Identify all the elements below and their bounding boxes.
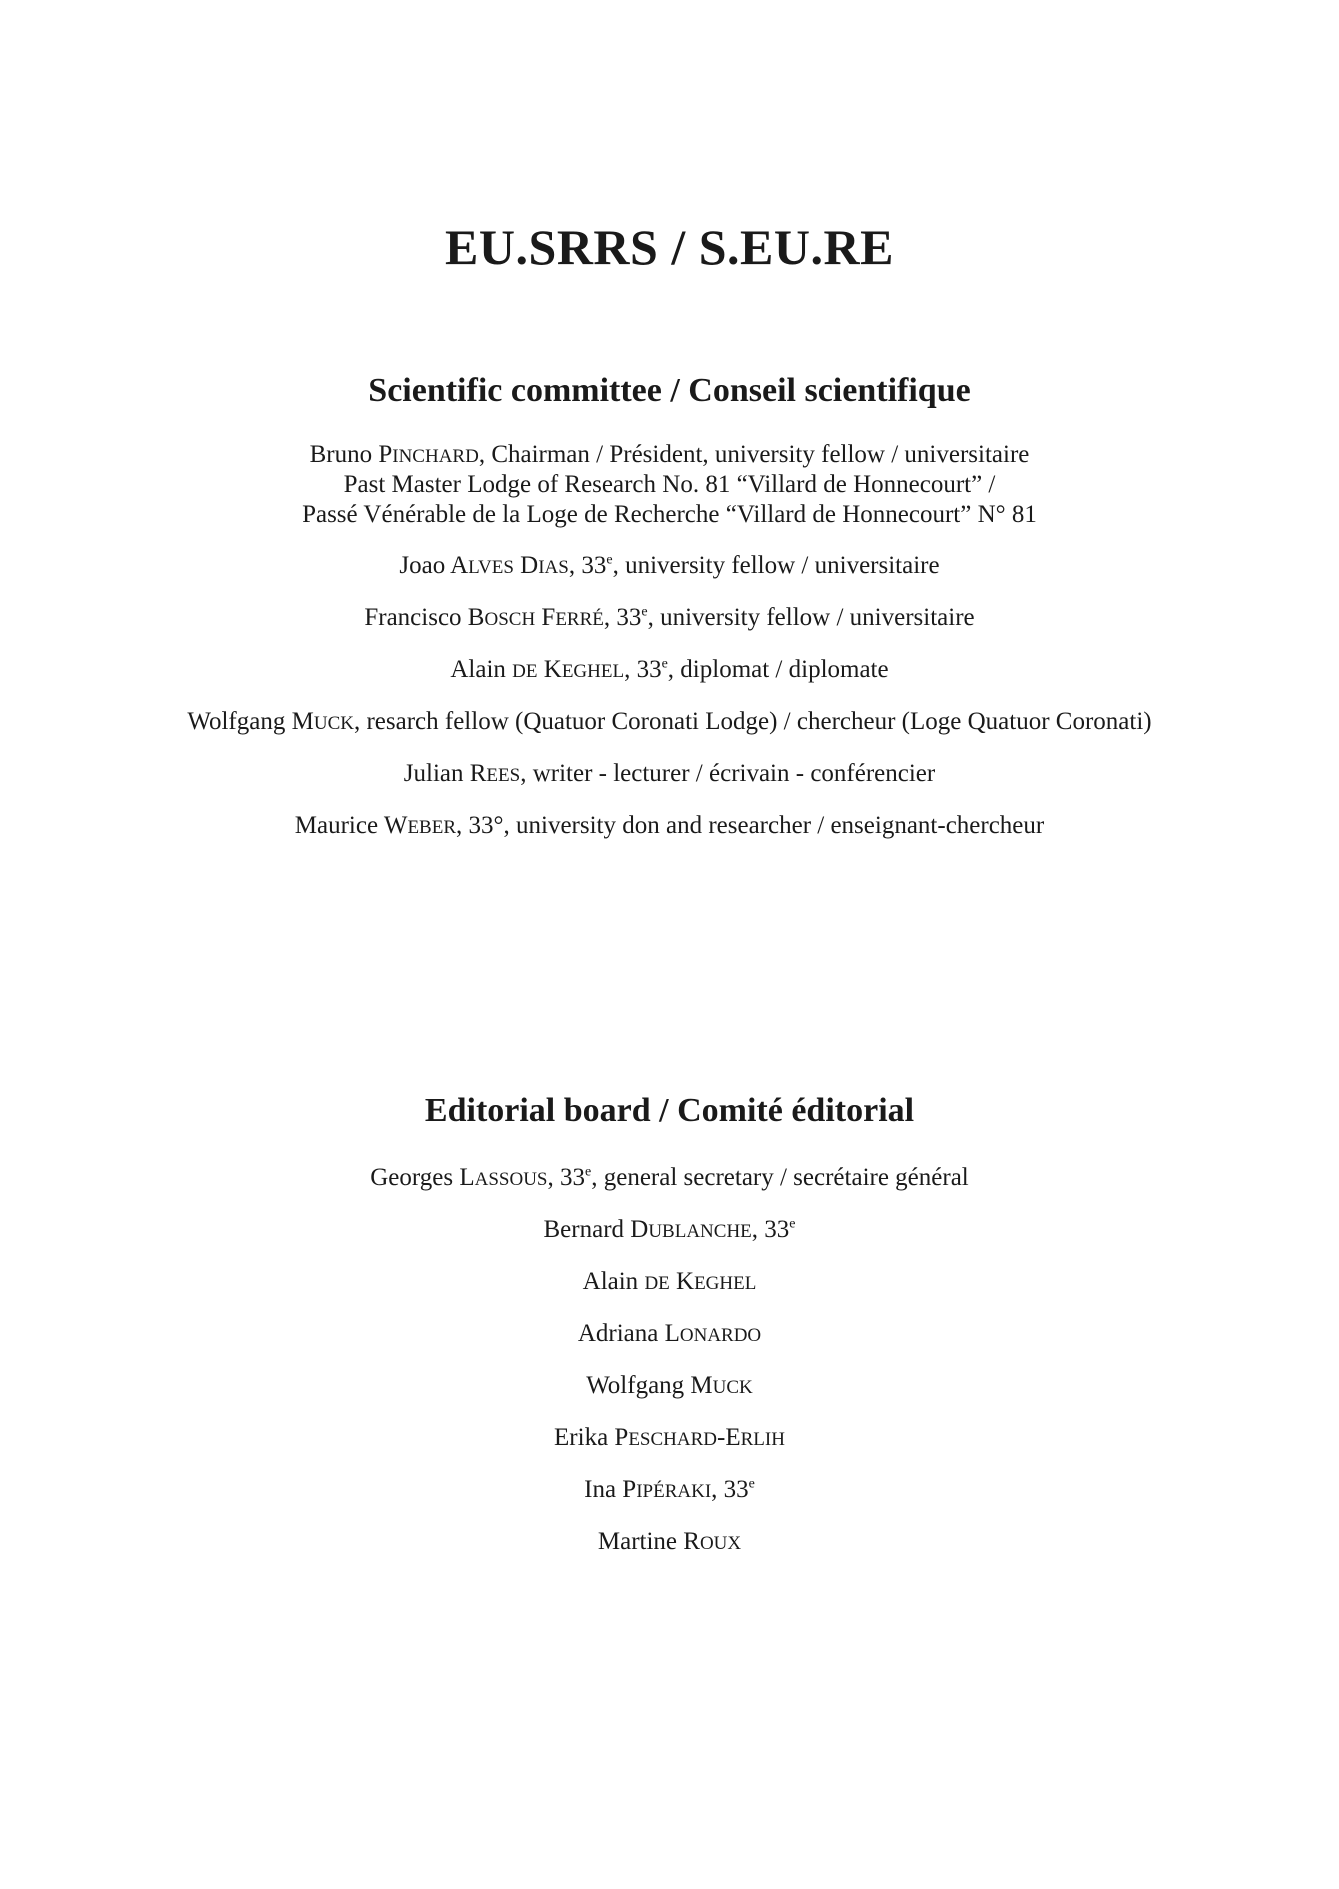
chair-entry-line-3: Passé Vénérable de la Loge de Recherche “Villard de Honnecourt” N° 81: [302, 501, 1037, 528]
editorial-member: Erika PESCHARD-ERLIH: [554, 1424, 785, 1451]
page-title: EU.SRRS / S.EU.RE: [445, 219, 894, 275]
editorial-member: Georges LASSOUS, 33e, general secretary / secrétaire général: [370, 1164, 969, 1191]
chair-entry-line-2: Past Master Lodge of Research No. 81 “Villard de Honnecourt” /: [343, 471, 996, 498]
chair-entry: Bruno PINCHARD, Chairman / Président, university fellow / universitaire: [309, 441, 1030, 468]
scientific-member: Julian REES, writer - lecturer / écrivain - conférencier: [403, 760, 936, 787]
editorial-member: Martine ROUX: [597, 1528, 742, 1555]
editorial-member: Adriana LONARDO: [577, 1320, 762, 1347]
scientific-member: Francisco BOSCH FERRÉ, 33e, university fellow / universitaire: [364, 604, 975, 631]
editorial-member: Wolfgang MUCK: [586, 1372, 753, 1399]
scientific-member: Wolfgang MUCK, resarch fellow (Quatuor Coronati Lodge) / chercheur (Loge Quatuor Coronati): [187, 708, 1152, 735]
editorial-member: Ina PIPÉRAKI, 33e: [584, 1476, 755, 1503]
scientific-member: Alain DE KEGHEL, 33e, diplomat / diplomate: [450, 656, 889, 683]
editorial-member: Bernard DUBLANCHE, 33e: [543, 1216, 796, 1243]
editorial-board-heading: Editorial board / Comité éditorial: [424, 1092, 915, 1129]
editorial-member: Alain DE KEGHEL: [582, 1268, 757, 1295]
scientific-committee-heading: Scientific committee / Conseil scientifique: [368, 372, 971, 409]
scientific-member: Maurice WEBER, 33°, university don and researcher / enseignant-chercheur: [294, 812, 1045, 839]
scientific-member: Joao ALVES DIAS, 33e, university fellow / universitaire: [399, 552, 940, 579]
